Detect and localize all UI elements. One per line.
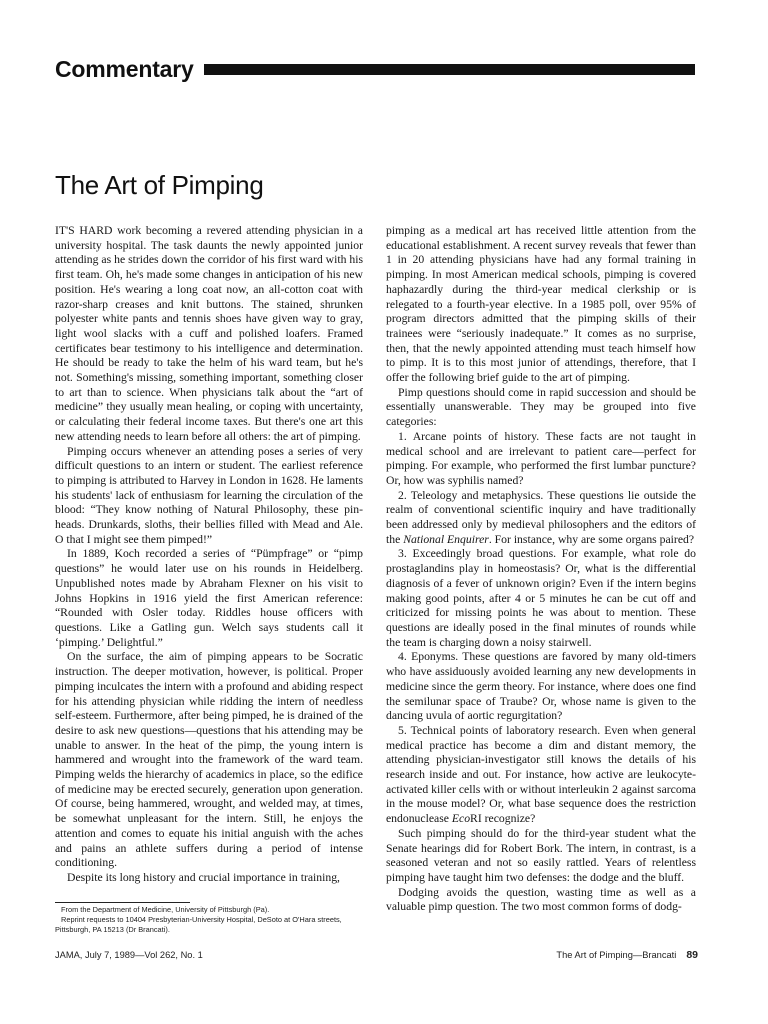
- list-item-text: RI recognize?: [470, 812, 536, 826]
- author-footnote: [55, 905, 367, 935]
- journal-citation: JAMA, July 7, 1989—Vol 262, No. 1: [55, 950, 203, 960]
- paragraph: In 1889, Koch recorded a series of “Pümpfrage” or “pimp questions” he would later use on his rounds in Heidelberg. Unpublished notes made by Abraham Flexner on his visit to Johns Hopkins in 1916 yield the first American reference: “Rounded with Osler today. Riddles house officers with questions. Like a Gatling gun. Welch says students call it ‘pimping.’ Delightful.”: [55, 547, 363, 649]
- paragraph: Such pimping should do for the third-year student what the Senate hearings did for Robert Bork. The intern, in contrast, is a seasoned veteran and not so easily rattled. Years of relentless pimping have taught him two defenses: the dodge and the bluff.: [386, 826, 696, 884]
- paragraph: Despite its long history and crucial importance in training,: [67, 870, 340, 884]
- footer-right: [556, 948, 698, 962]
- paragraph: IT'S HARD work becoming a revered attending physician in a university hospital. The task daunts the newly appointed junior attending as he strides down the corridor of his first ward with his first team. Oh, he's made some changes in anticipation of his new position. He's wearing a long coat now, an all-cotton coat with razor-sharp creases and knit buttons. The stained, shrunken polyester white pants and tennis shoes have given way to gray, light wool slacks with a cuff and polished loafers. Framed certificates bear testimony to his intelligence and determination. He should be ready to take the helm of his ward team, but he's not. Something's missing, something important, something closer to art than to science. When physicians talk about the “art of medicine” they usually mean healing, or coping with uncertainty, or calculating their federal income taxes. But there's one art this new attending needs to learn before all others: the art of pimping.: [55, 224, 363, 443]
- list-item: 1. Arcane points of history. These facts are not taught in medical school and are irrelevant to patient care—perfect for pimping. For example, who performed the first lumbar puncture? Or, how was syphilis named?: [386, 429, 696, 487]
- section-header: [55, 54, 695, 84]
- affiliation-note: From the Department of Medicine, University of Pittsburgh (Pa).: [61, 905, 270, 914]
- paragraph: Dodging avoids the question, wasting time as well as a valuable pimp question. The two most common forms of dodg-: [386, 885, 696, 914]
- list-item-text: 2. Teleology and metaphysics. These questions lie outside the realm of conventional scientific inquiry and have traditionally been addressed only by medieval philosophers and the editors of the: [386, 488, 696, 546]
- running-title: The Art of Pimping—Brancati: [556, 950, 677, 960]
- list-item: [386, 489, 696, 548]
- paragraph: pimping as a medical art has received little attention from the educational establishment. A recent survey reveals that fewer than 1 in 20 attending physicians have had any formal training in pimping. In most American medical schools, pimping is covered haphazardly during the third-year medical clerkship or is relegated to a fourth-year elective. In a 1985 poll, over 95% of program directors admitted that the pimping skills of their trainees were “seriously inadequate.” It comes as no surprise, then, that the newly appointed attending must teach himself how to pimp. It is to this most junior of attendings, therefore, that I offer the following brief guide to the art of pimping.: [386, 224, 696, 385]
- paragraph: On the surface, the aim of pimping appears to be Socratic instruction. The deeper motivation, however, is political. Proper pimping inculcates the intern with a profound and abiding respect for his attending physician while ridding the intern of needless self-esteem. Furthermore, after being pimped, he is drained of the desire to ask new questions—questions that his attending may be unable to answer. In the heat of the pimp, the young intern is hammered and wrought into the framework of the ward team. Pimping welds the hierarchy of academics in place, so the edifice of medicine may be erected securely, generation upon generation. Of course, being hammered, wrought, and welded may, at times, be somewhat unpleasant for the intern. Still, he enjoys the attention and comes to equate his initial anguish with the aches and pains an athlete suffers during a period of intense conditioning.: [55, 650, 363, 870]
- left-column: [55, 224, 363, 886]
- enzyme-name: Eco: [451, 812, 471, 826]
- header-rule: [204, 64, 695, 75]
- page-footer: [55, 948, 698, 962]
- footnote-rule: [55, 902, 190, 903]
- paragraph: Pimp questions should come in rapid succession and should be essentially unanswerable. They may be grouped into five categories:: [386, 385, 696, 429]
- reprint-note: Reprint requests to 10404 Presbyterian-University Hospital, DeSoto at O'Hara streets, Pittsburgh, PA 15213 (Dr Brancati).: [55, 915, 342, 934]
- right-column: [386, 224, 696, 915]
- list-item-text: 5. Technical points of laboratory research. Even when general medical practice has become a dim and distant memory, the attending physician-investigator still knows the details of his research inside and out. For instance, how active are leukocyte-activated killer cells with or without interleukin 2 against sarcoma in the mouse model? Or, what base sequence does the restriction endonuclease: [386, 723, 696, 826]
- list-item-text: . For instance, why are some organs paired?: [488, 532, 695, 546]
- article-title: The Art of Pimping: [55, 170, 264, 200]
- list-item: [386, 724, 696, 827]
- publication-name: National Enquirer: [403, 532, 489, 546]
- page-number: 89: [686, 949, 698, 961]
- section-label: Commentary: [55, 56, 194, 82]
- paragraph: Pimping occurs whenever an attending poses a series of very difficult questions to an intern or student. The earliest reference to pimping is attributed to Harvey in London in 1628. He laments his students' lack of enthusiasm for learning the circulation of the blood: “They know nothing of Natural Philosophy, these pin-heads. Drunkards, sloths, their bellies filled with Mead and Ale. O that I might see them pimped!”: [55, 444, 363, 546]
- list-item: 3. Exceedingly broad questions. For example, what role do prostaglandins play in homeostasis? Or, what is the differential diagnosis of a fever of unknown origin? Even if the intern begins making good points, after 4 or 5 minutes he can be cut off and criticized for missing points he was about to mention. These questions are ideally posed in the final minutes of rounds while the team is charging down a noisy stairwell.: [386, 547, 696, 649]
- list-item: 4. Eponyms. These questions are favored by many old-timers who have assiduously avoided learning any new developments in medicine since the germ theory. For instance, where does one find the semilunar space of Traube? Or, whose name is given to the dancing uvula of aortic regurgitation?: [386, 650, 696, 723]
